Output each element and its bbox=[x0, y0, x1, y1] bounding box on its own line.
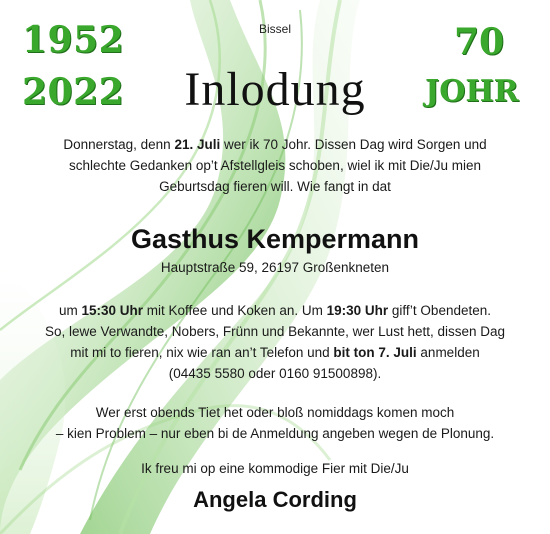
invitation-title: Inlodung bbox=[184, 63, 366, 116]
venue-name: Gasthus Kempermann bbox=[130, 224, 420, 254]
rsvp-deadline: bit ton 7. Juli bbox=[333, 345, 417, 360]
note-line-2: – kien Problem – nur eben bi de Anmeldung angeben wegen de Plonung. bbox=[55, 426, 495, 441]
signature: Angela Cording bbox=[193, 487, 357, 512]
schedule-paragraph bbox=[20, 300, 530, 384]
intro-line-3: Geburtsdag fieren will. Wie fangt in dat bbox=[159, 179, 391, 194]
current-year: 2022 bbox=[22, 71, 125, 113]
intro-line-1: Donnerstag, denn 21. Juli wer ik 70 Johr. Dissen Dag wird Sorgen und bbox=[63, 137, 487, 152]
birth-year: 1952 bbox=[22, 19, 125, 61]
note-paragraph bbox=[20, 402, 530, 444]
age-word: JOHR bbox=[425, 74, 519, 109]
closing-line: Ik freu mi op eine kommodige Fier mit Die/Ju bbox=[141, 461, 409, 476]
age-number: 70 bbox=[454, 21, 505, 63]
intro-line-2: schlechte Gedanken op’t Afstellgleis schoben, wiel ik mit Die/Ju mien bbox=[69, 158, 481, 173]
intro-paragraph bbox=[20, 134, 530, 197]
coffee-time: 15:30 Uhr bbox=[81, 303, 144, 318]
phone-numbers: (04435 5580 oder 0160 91500898). bbox=[168, 366, 382, 381]
note-line-1: Wer erst obends Tiet het oder bloß nomiddags komen moch bbox=[95, 405, 455, 420]
birthday-date: 21. Juli bbox=[174, 137, 221, 152]
schedule-line-1: um 15:30 Uhr mit Koffee und Koken an. Um 19:30 Uhr giff’t Obendeten. bbox=[58, 303, 491, 318]
place-name: Bissel bbox=[258, 22, 291, 36]
venue-address: Hauptstraße 59, 26197 Großenkneten bbox=[160, 260, 390, 275]
schedule-line-2: So, lewe Verwandte, Nobers, Frünn und Bekannte, wer Lust hett, dissen Dag bbox=[44, 324, 505, 339]
dinner-time: 19:30 Uhr bbox=[326, 303, 389, 318]
schedule-line-3: mit mi to fieren, nix wie ran an’t Telefon und bit ton 7. Juli anmelden bbox=[70, 345, 480, 360]
